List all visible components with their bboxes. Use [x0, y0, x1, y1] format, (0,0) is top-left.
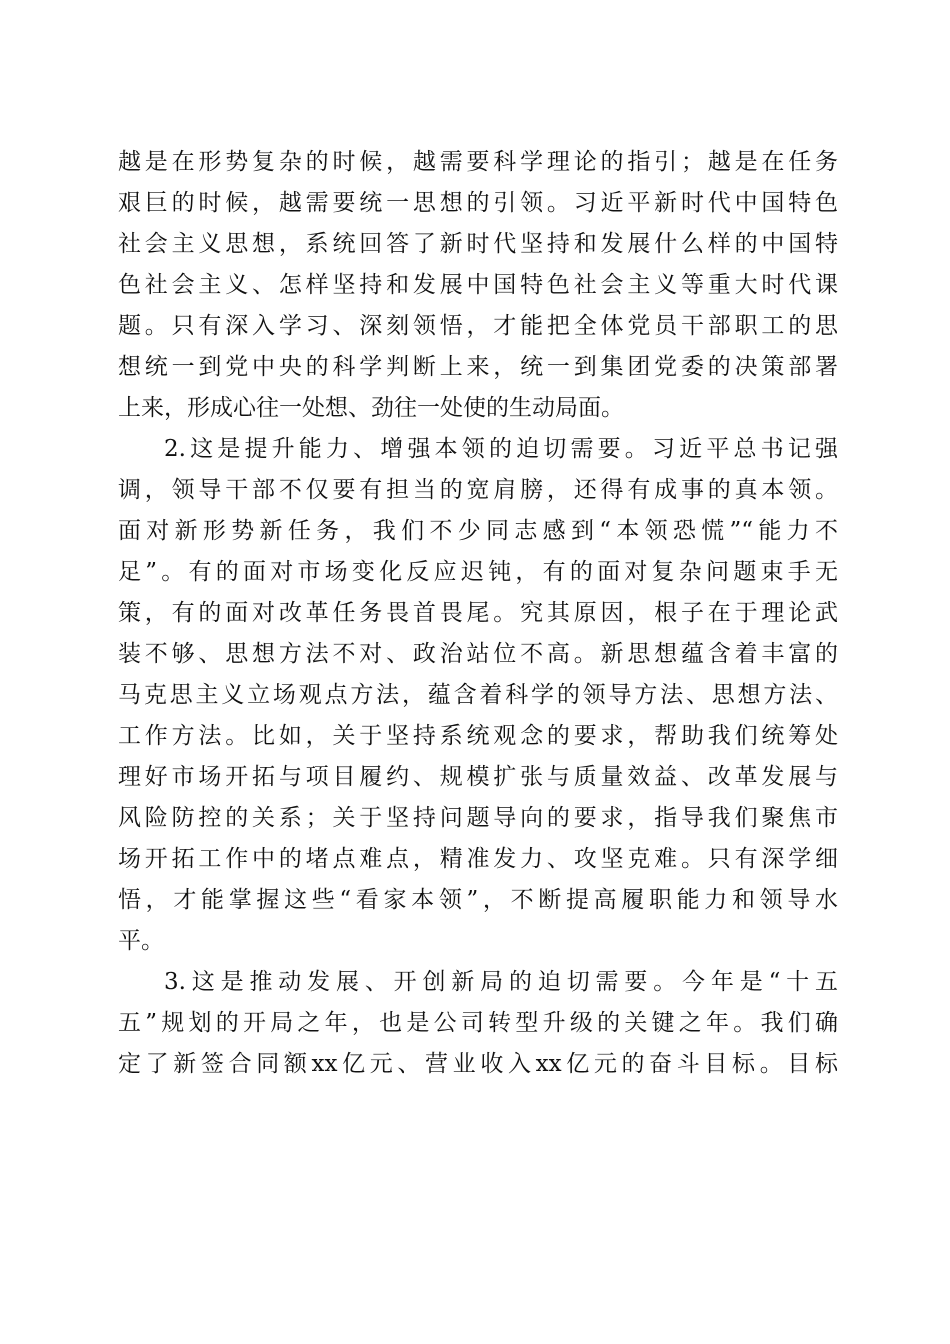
text-line: 理好市场开拓与项目履约、规模扩张与质量效益、改革发展与	[118, 764, 838, 790]
text-line: 想统一到党中央的科学判断上来，统一到集团党委的决策部署	[118, 354, 838, 380]
text-line: 调，领导干部不仅要有担当的宽肩膀，还得有成事的真本领。	[118, 477, 838, 503]
text-line: 面对新形势新任务，我们不少同志感到“本领恐慌”“能力不	[118, 518, 838, 544]
text-line: 策，有的面对改革任务畏首畏尾。究其原因，根子在于理论武	[118, 600, 838, 626]
text-line: 装不够、思想方法不对、政治站位不高。新思想蕴含着丰富的	[118, 641, 838, 667]
text-line: 平。	[118, 928, 164, 954]
text-line: 艰巨的时候，越需要统一思想的引领。习近平新时代中国特色	[118, 190, 838, 216]
text-line: 悟，才能掌握这些“看家本领”，不断提高履职能力和领导水	[118, 887, 838, 913]
text-line: 色社会主义、怎样坚持和发展中国特色社会主义等重大时代课	[118, 272, 838, 298]
text-line: 五”规划的开局之年，也是公司转型升级的关键之年。我们确	[118, 1010, 838, 1036]
text-line: 越是在形势复杂的时候，越需要科学理论的指引；越是在任务	[118, 149, 838, 175]
body-text	[118, 142, 838, 1085]
text-line: 场开拓工作中的堵点难点，精准发力、攻坚克难。只有深学细	[118, 846, 838, 872]
text-line: 风险防控的关系；关于坚持问题导向的要求，指导我们聚焦市	[118, 805, 838, 831]
text-line: 工作方法。比如，关于坚持系统观念的要求，帮助我们统筹处	[118, 723, 838, 749]
text-line: 上来，形成心往一处想、劲往一处使的生动局面。	[118, 395, 624, 421]
paragraph-2-start: 2.这是提升能力、增强本领的迫切需要。习近平总书记强	[164, 436, 838, 462]
text-line: 足”。有的面对市场变化反应迟钝，有的面对复杂问题束手无	[118, 559, 838, 585]
text-line: 题。只有深入学习、深刻领悟，才能把全体党员干部职工的思	[118, 313, 838, 339]
paragraph-3-start: 3.这是推动发展、开创新局的迫切需要。今年是“十五	[164, 969, 838, 995]
text-line: 社会主义思想，系统回答了新时代坚持和发展什么样的中国特	[118, 231, 838, 257]
text-line: 马克思主义立场观点方法，蕴含着科学的领导方法、思想方法、	[118, 682, 838, 708]
text-line: 定了新签合同额xx亿元、营业收入xx亿元的奋斗目标。目标	[118, 1051, 838, 1077]
